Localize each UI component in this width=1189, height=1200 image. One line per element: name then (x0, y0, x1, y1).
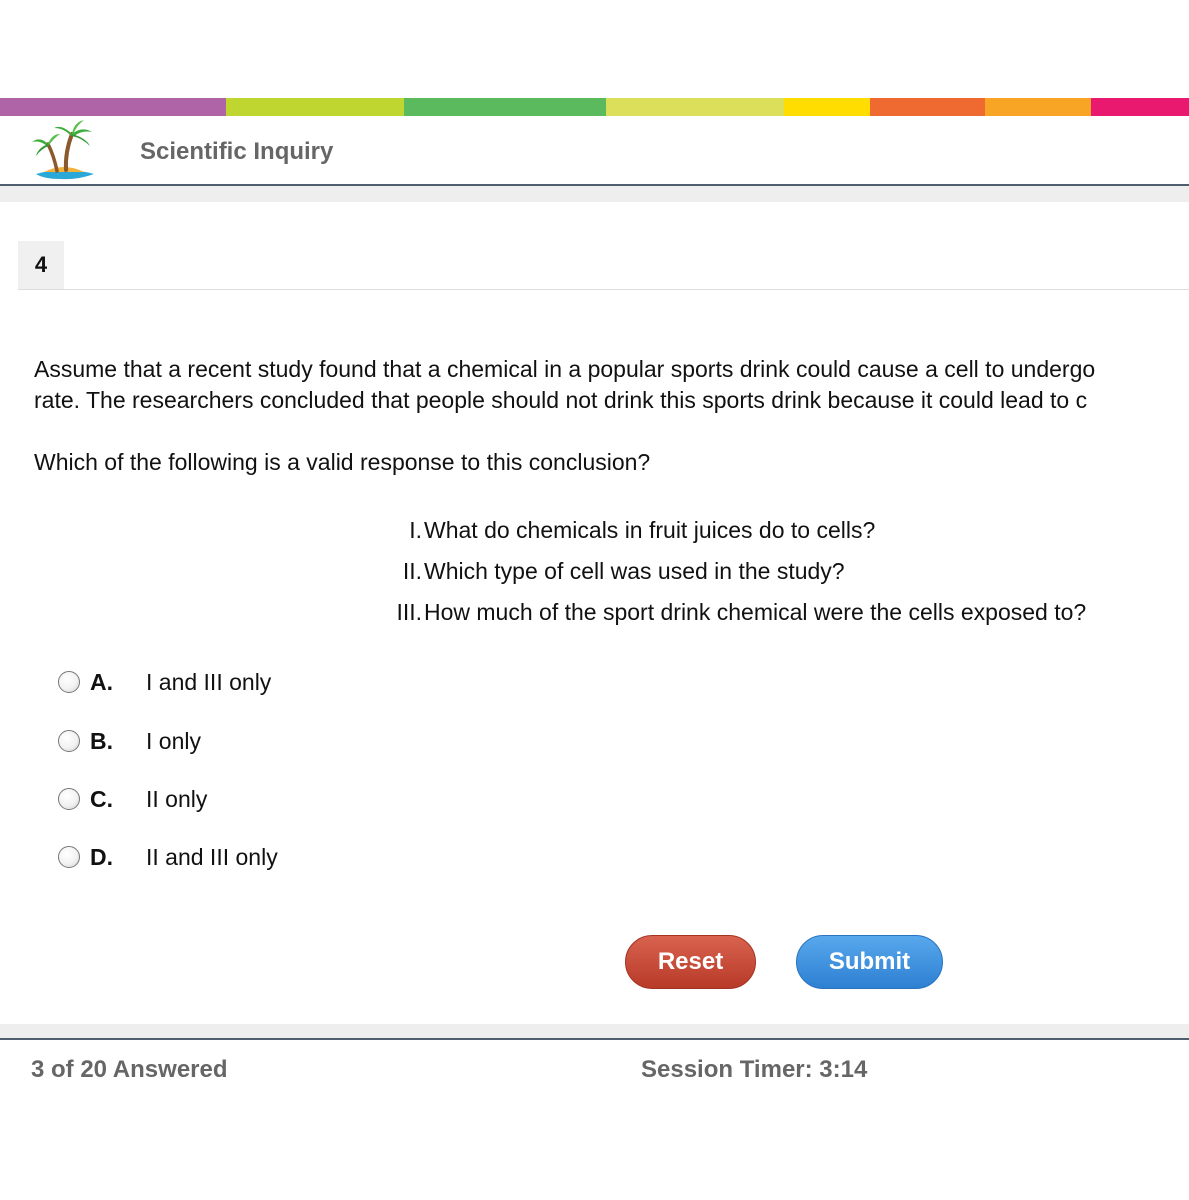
radio-button[interactable] (58, 788, 80, 810)
statement-item (360, 599, 1180, 640)
choice-text: II and III only (146, 844, 278, 870)
choice-letter: C. (90, 786, 113, 812)
app-title: Scientific Inquiry (140, 138, 334, 165)
choice-d[interactable] (56, 844, 356, 874)
strip-segment (404, 98, 606, 116)
question-prompt: Which of the following is a valid response to this conclusion? (34, 449, 651, 475)
statement-numeral: I. (409, 517, 422, 543)
choice-text: I only (146, 728, 201, 754)
strip-segment (226, 98, 404, 116)
strip-segment (870, 98, 985, 116)
color-strip (0, 98, 1189, 116)
strip-segment (0, 98, 226, 116)
strip-segment (784, 98, 870, 116)
footer-band (0, 1024, 1189, 1038)
stem-line: Assume that a recent study found that a chemical in a popular sports drink could cause a cell to undergo (34, 356, 1096, 382)
statement-numeral: III. (396, 599, 422, 625)
choice-letter: A. (90, 669, 113, 695)
stem-line: rate. The researchers concluded that people should not drink this sports drink because it could lead to c (34, 387, 1088, 413)
radio-button[interactable] (58, 671, 80, 693)
statement-list (360, 517, 1180, 640)
palm-island-icon (30, 118, 100, 182)
header-band (0, 186, 1189, 202)
statement-text: How much of the sport drink chemical were the cells exposed to? (424, 599, 1087, 625)
choice-c[interactable] (56, 786, 356, 816)
timer-label: Session Timer: (641, 1056, 813, 1083)
footer-divider (0, 1038, 1189, 1040)
choice-letter: D. (90, 844, 113, 870)
statement-text: What do chemicals in fruit juices do to cells? (424, 517, 876, 543)
answered-count: 3 of 20 Answered (31, 1056, 228, 1083)
question-divider (18, 289, 1189, 290)
reset-button[interactable]: Reset (625, 935, 756, 989)
choice-text: I and III only (146, 669, 272, 695)
session-timer (641, 1056, 867, 1084)
strip-segment (985, 98, 1091, 116)
app-header (0, 116, 1189, 184)
question-number: 4 (18, 241, 64, 289)
choice-b[interactable] (56, 728, 356, 758)
strip-segment (606, 98, 784, 116)
submit-button[interactable]: Submit (796, 935, 943, 989)
choice-text: II only (146, 786, 208, 812)
choice-a[interactable] (56, 669, 356, 699)
strip-segment (1091, 98, 1189, 116)
statement-numeral: II. (402, 558, 422, 584)
statement-text: Which type of cell was used in the study? (424, 558, 845, 584)
question-stem (34, 354, 1189, 416)
radio-button[interactable] (58, 730, 80, 752)
statement-item (360, 558, 1180, 599)
timer-value: 3:14 (819, 1056, 868, 1083)
choice-letter: B. (90, 728, 113, 754)
statement-item (360, 517, 1180, 558)
radio-button[interactable] (58, 846, 80, 868)
